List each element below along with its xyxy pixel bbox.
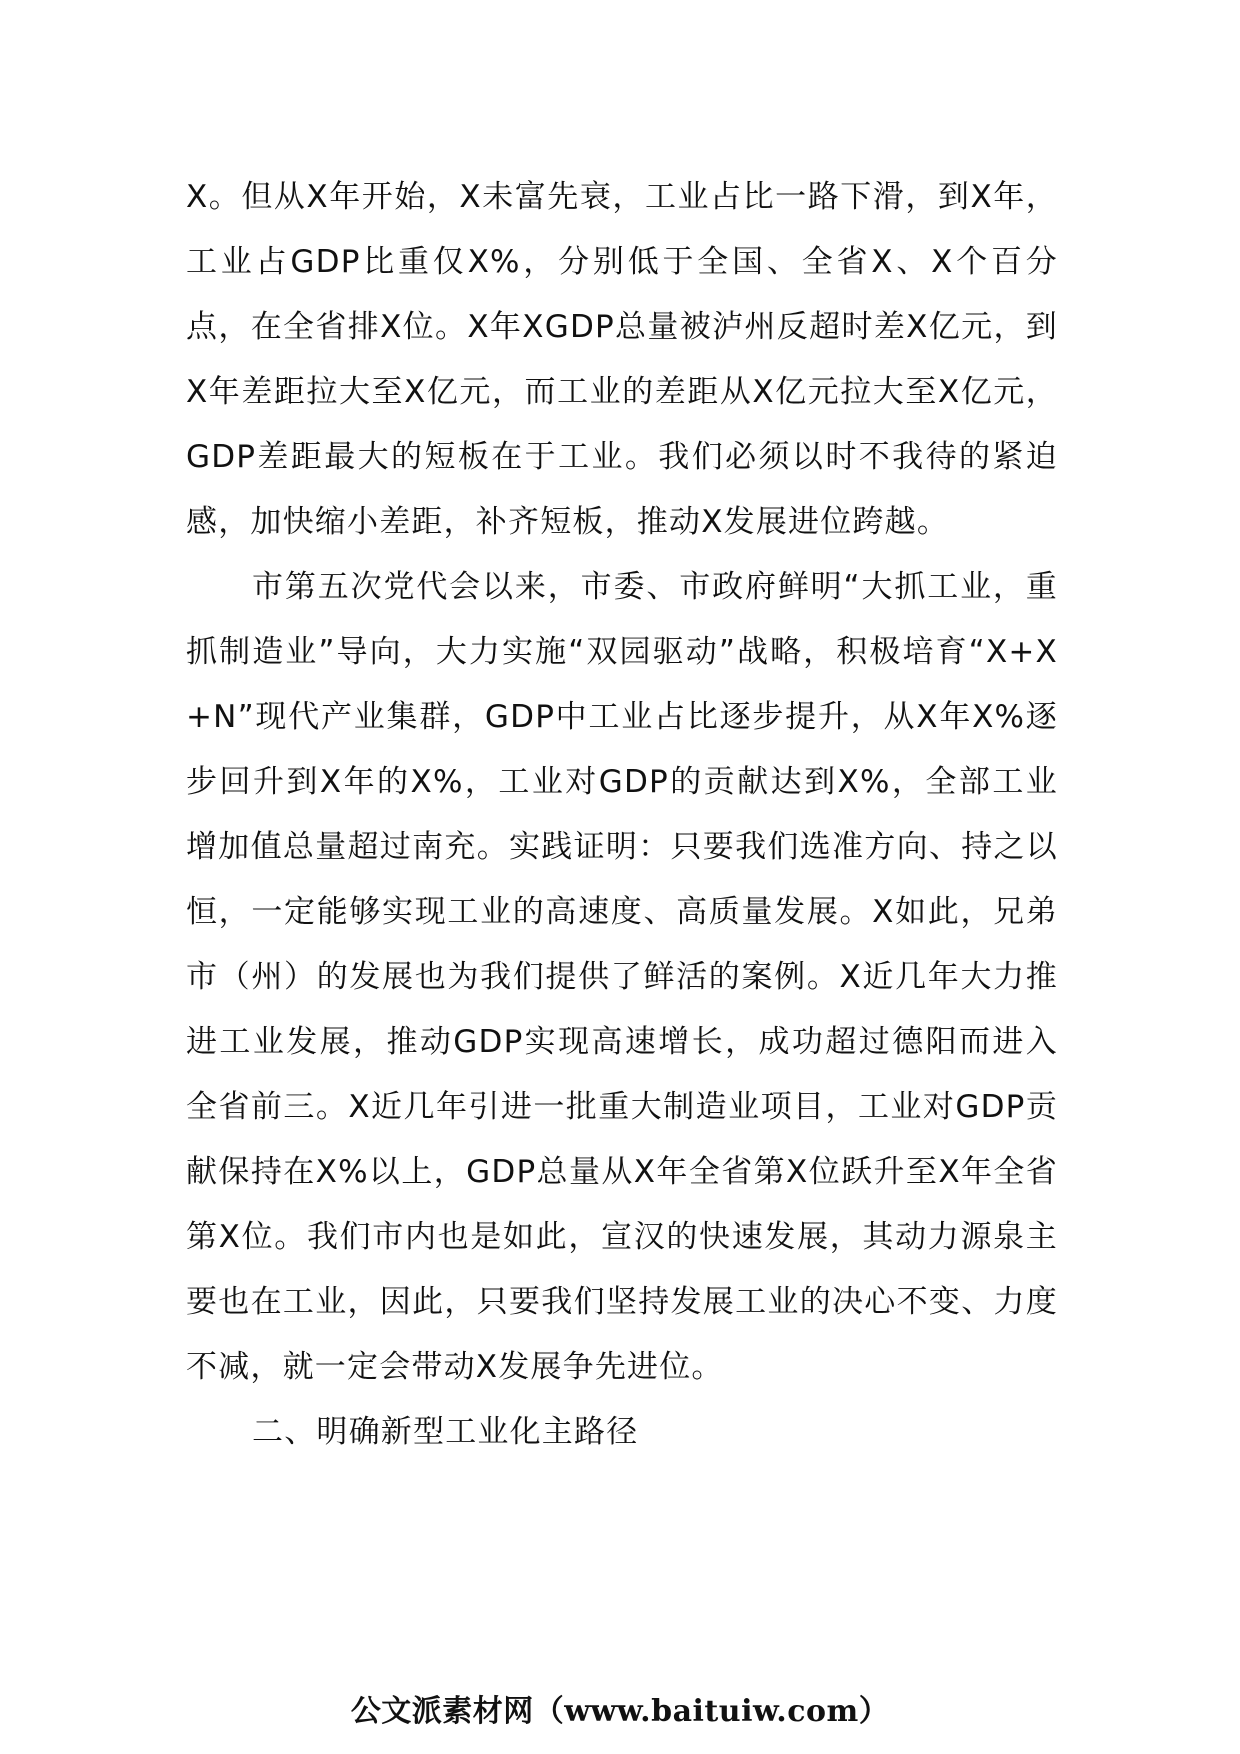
paragraph-continuation: X。但从X年开始，X未富先衰，工业占比一路下滑，到X年，工业占GDP比重仅X%，分别低于全国、全省X、X个百分点，在全省排X位。X年XGDP总量被泸州反超时差X亿元，到X年差距拉大至X亿元，而工业的差距从X亿元拉大至X亿元，GDP差距最大的短板在于工业。我们必须以时不我待的紧迫感，加快缩小差距，补齐短板，推动X发展进位跨越。 [186, 179, 1058, 540]
paragraph-practice-evidence: 市第五次党代会以来，市委、市政府鲜明“大抓工业，重抓制造业”导向，大力实施“双园驱动”战略，积极培育“X+X+N”现代产业集群，GDP中工业占比逐步提升，从X年X%逐步回升到X年的X%，工业对GDP的贡献达到X%，全部工业增加值总量超过南充。实践证明：只要我们选准方向、持之以恒，一定能够实现工业的高速度、高质量发展。X如此，兄弟市（州）的发展也为我们提供了鲜活的案例。X近几年大力推进工业发展，推动GDP实现高速增长，成功超过德阳而进入全省前三。X近几年引进一批重大制造业项目，工业对GDP贡献保持在X%以上，GDP总量从X年全省第X位跃升至X年全省第X位。我们市内也是如此，宣汉的快速发展，其动力源泉主要也在工业，因此，只要我们坚持发展工业的决心不变、力度不减，就一定会带动X发展争先进位。 [186, 569, 1058, 1385]
footer-watermark: 公文派素材网（www.baituiw.com） [350, 1694, 890, 1729]
document-body [186, 165, 1058, 1465]
section-heading: 二、明确新型工业化主路径 [252, 1414, 639, 1450]
